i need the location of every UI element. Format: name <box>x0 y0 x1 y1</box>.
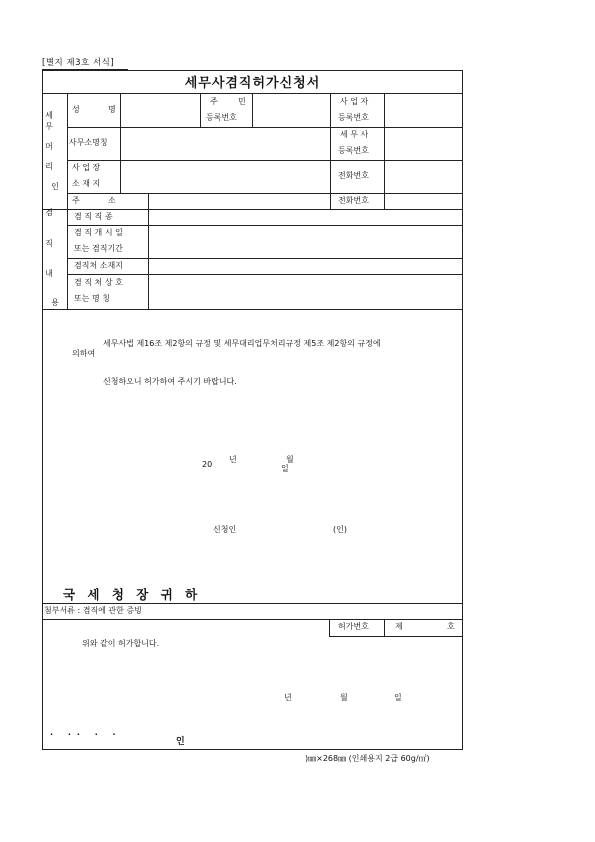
start-label-1: 겸 직 개 시 일 <box>74 228 123 237</box>
applicant-label-char: 머 <box>45 142 53 151</box>
business-reg-label-1: 사 업 자 <box>340 97 369 106</box>
row-divider <box>67 225 463 226</box>
phone-label-1: 전화번호 <box>338 171 369 180</box>
paper-spec: )㎜×268㎜ (인쇄용지 2급 60g/㎡) <box>305 754 430 763</box>
col-divider <box>329 619 330 636</box>
resident-label-1: 주 <box>210 97 218 106</box>
resident-label-2: 민 <box>238 97 246 106</box>
row-divider <box>67 160 463 161</box>
col-divider <box>330 93 331 209</box>
start-label-2: 또는 겸직기간 <box>74 244 123 253</box>
tax-accountant-label-2: 등록번호 <box>338 146 369 155</box>
approval-date-nyeon: 년 <box>284 693 292 702</box>
section-divider <box>42 309 463 310</box>
form-title: 세무사겸직허가신청서 <box>184 76 321 91</box>
name-label-2: 또는 명 칭 <box>74 294 110 303</box>
name-label-1: 겸 직 처 상 호 <box>74 278 123 287</box>
col-divider <box>384 93 385 209</box>
row-divider <box>67 258 463 259</box>
signer-partial: · ·· · · <box>50 730 122 739</box>
date-il: 일 <box>281 464 289 473</box>
approval-statement: 위와 같이 허가합니다. <box>82 639 160 648</box>
applicant-label-char: 인 <box>51 182 59 191</box>
section-divider <box>42 209 463 210</box>
date-nyeon: 년 <box>229 455 237 464</box>
permit-ho: 호 <box>447 622 455 631</box>
form-number: [별지 제3호 서식] <box>42 58 115 68</box>
approval-date-il: 일 <box>394 693 402 702</box>
name-label-1: 성 <box>72 105 80 114</box>
approval-seal: 인 <box>176 737 185 747</box>
address-label-1: 주 <box>72 196 80 205</box>
concurrent-label-char: 겸 <box>45 208 53 217</box>
section-divider <box>42 603 463 604</box>
row-divider <box>67 193 463 194</box>
statute-text-cont: 의하여 <box>72 349 96 358</box>
office-name-label: 사무소명칭 <box>69 138 108 147</box>
permit-je: 제 <box>395 622 403 631</box>
row-divider <box>67 274 463 275</box>
seal-label: (인) <box>333 525 347 534</box>
date-wol: 월 <box>286 455 294 464</box>
row-divider <box>42 619 463 620</box>
statute-text: 세무사법 제16조 제2항의 규정 및 세무대리업무처리규정 제5조 제2항의 규정에 <box>103 339 381 348</box>
request-text: 신청하오니 허가하여 주시기 바랍니다. <box>103 377 237 386</box>
phone-label-2: 전화번호 <box>338 196 369 205</box>
permit-label: 허가번호 <box>338 622 369 631</box>
applicant-label: 신청인 <box>213 525 237 534</box>
resident-label-3: 등록번호 <box>206 113 237 122</box>
name-label-2: 명 <box>108 105 116 114</box>
col-divider <box>120 93 121 193</box>
address-label-2: 소 <box>108 196 116 205</box>
col-divider <box>67 93 68 309</box>
addressee: 국 세 청 장 귀 하 <box>63 587 202 602</box>
col-divider <box>252 93 253 127</box>
applicant-label-char: 세 <box>45 111 53 120</box>
row-divider <box>329 636 463 637</box>
job-type-label: 겸 직 직 종 <box>74 212 113 221</box>
tax-accountant-label-1: 세 무 사 <box>340 130 369 139</box>
date-year: 20 <box>202 460 213 469</box>
approval-date-wol: 월 <box>340 693 348 702</box>
concurrent-label-char: 직 <box>45 239 53 248</box>
biz-location-label-1: 사 업 장 <box>72 163 101 172</box>
col-divider <box>384 619 385 636</box>
applicant-label-char: 리 <box>45 162 53 171</box>
col-divider <box>200 93 201 127</box>
attachments: 첨부서류 : 겸직에 관한 증빙 <box>44 606 142 615</box>
biz-location-label-2: 소 재 지 <box>72 179 101 188</box>
row-divider <box>67 127 463 128</box>
applicant-label-char: 무 <box>45 122 53 131</box>
location-label: 겸직처 소재지 <box>74 261 123 270</box>
business-reg-label-2: 등록번호 <box>338 113 369 122</box>
concurrent-label-char: 내 <box>45 269 53 278</box>
concurrent-label-char: 용 <box>51 298 59 307</box>
col-divider <box>148 193 149 309</box>
